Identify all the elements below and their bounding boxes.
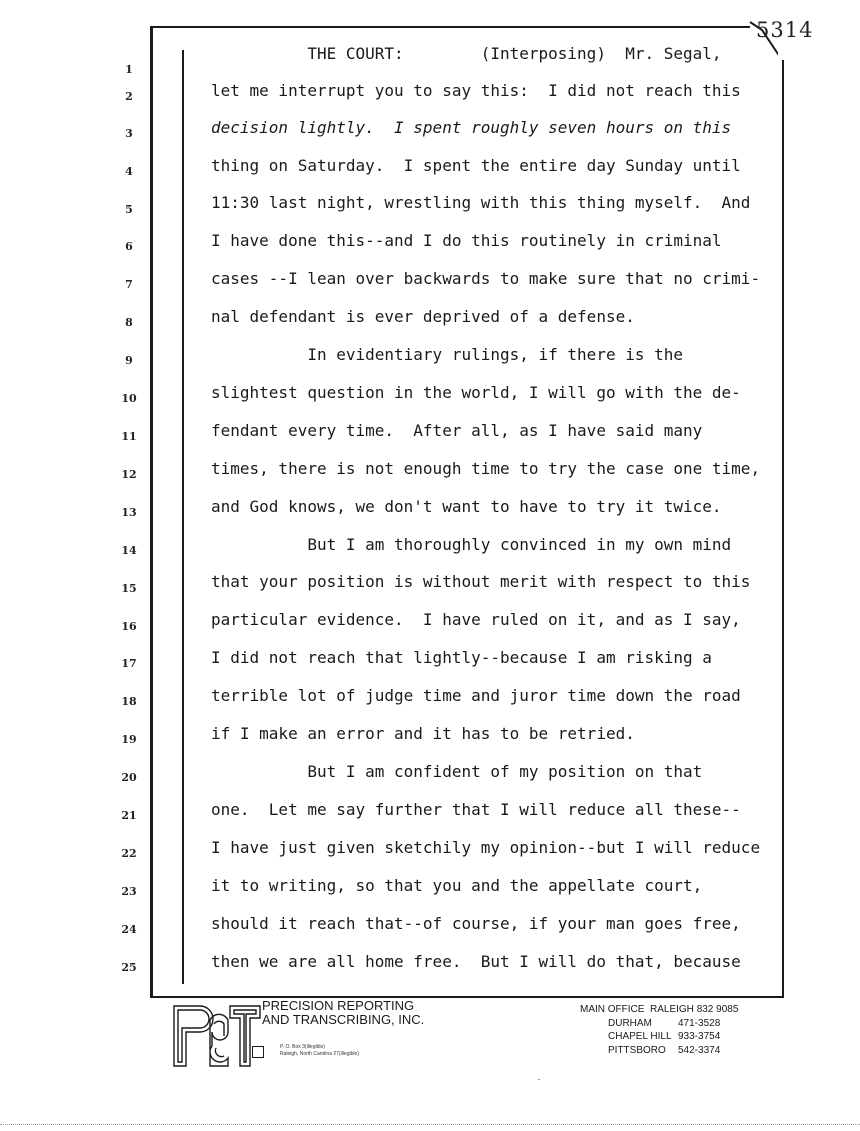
transcript-line: thing on Saturday. I spent the entire day Sunday until xyxy=(211,156,741,175)
transcript-line: But I am thoroughly convinced in my own mind xyxy=(211,535,732,554)
page-frame-bottom xyxy=(150,996,784,998)
transcript-line: I did not reach that lightly--because I am risking a xyxy=(211,648,712,667)
scan-artifact xyxy=(538,1079,540,1080)
office-row xyxy=(580,1030,738,1044)
line-number: 5 xyxy=(125,203,133,216)
transcript-line: In evidentiary rulings, if there is the xyxy=(211,345,684,364)
line-number: 23 xyxy=(121,885,137,898)
po-city: Raleigh, North Carolina 27(illegible) xyxy=(280,1051,359,1057)
left-margin-rule xyxy=(182,50,184,984)
line-number: 4 xyxy=(125,165,133,178)
page-number: 5314 xyxy=(756,18,814,42)
main-office-label: MAIN OFFICE RALEIGH xyxy=(580,1004,694,1015)
office-row xyxy=(580,1017,738,1031)
main-office-row xyxy=(580,1003,738,1017)
firm-name-line2: AND TRANSCRIBING, INC. xyxy=(262,1012,425,1027)
line-number: 2 xyxy=(125,90,133,103)
page-frame-top xyxy=(150,26,750,28)
transcript-line: if I make an error and it has to be retried. xyxy=(211,724,635,743)
line-number: 17 xyxy=(121,657,137,670)
line-number: 16 xyxy=(121,620,137,633)
transcript-line: But I am confident of my position on that xyxy=(211,762,703,781)
office-phone: 542-3374 xyxy=(678,1044,721,1056)
line-number: 3 xyxy=(125,127,133,140)
transcript-line: 11:30 last night, wrestling with this thing myself. And xyxy=(211,193,751,212)
transcript-line: and God knows, we don't want to have to try it twice. xyxy=(211,497,722,516)
office-city: DURHAM xyxy=(608,1017,652,1029)
transcript-line: decision lightly. I spent roughly seven hours on this xyxy=(211,118,732,137)
office-row xyxy=(580,1044,738,1058)
firm-address xyxy=(280,1044,359,1058)
page-frame-left xyxy=(150,26,153,998)
transcript-line: one. Let me say further that I will reduce all these-- xyxy=(211,800,741,819)
line-number: 24 xyxy=(121,923,137,936)
transcript-line: should it reach that--of course, if your man goes free, xyxy=(211,914,741,933)
office-phone: 471-3528 xyxy=(678,1017,721,1029)
firm-name xyxy=(262,999,424,1027)
line-number: 8 xyxy=(125,316,133,329)
transcript-line: I have done this--and I do this routinely in criminal xyxy=(211,231,722,250)
transcript-line: fendant every time. After all, as I have said many xyxy=(211,421,703,440)
page-bottom-edge xyxy=(0,1124,860,1126)
line-number: 1 xyxy=(125,63,133,76)
right-margin-rule xyxy=(782,60,784,996)
main-office-phone: 832 9085 xyxy=(696,1004,739,1015)
line-number: 11 xyxy=(121,430,137,443)
office-directory xyxy=(580,1003,738,1057)
line-number: 20 xyxy=(121,771,137,784)
line-number: 9 xyxy=(125,354,133,367)
transcript-line: cases --I lean over backwards to make sure that no crimi- xyxy=(211,269,761,288)
office-city: PITTSBORO xyxy=(608,1044,666,1056)
line-number: 18 xyxy=(121,695,137,708)
transcript-line: particular evidence. I have ruled on it, and as I say, xyxy=(211,610,741,629)
transcript-line: nal defendant is ever deprived of a defense. xyxy=(211,307,635,326)
line-number: 19 xyxy=(121,733,137,746)
line-number: 6 xyxy=(125,240,133,253)
office-phone: 933-3754 xyxy=(678,1031,721,1042)
line-number: 10 xyxy=(121,392,137,405)
transcript-line: that your position is without merit with respect to this xyxy=(211,572,751,591)
line-number: 12 xyxy=(121,468,137,481)
transcript-line: I have just given sketchily my opinion--but I will reduce xyxy=(211,838,761,857)
firm-logo xyxy=(170,1002,262,1070)
po-box: P. O. Box 3(illegible) xyxy=(280,1044,325,1050)
transcript-line: slightest question in the world, I will go with the de- xyxy=(211,383,741,402)
line-number: 13 xyxy=(121,506,137,519)
logo-square-mark xyxy=(252,1046,264,1058)
transcript-line: terrible lot of judge time and juror time down the road xyxy=(211,686,741,705)
transcript-line: THE COURT: (Interposing) Mr. Segal, xyxy=(211,44,722,63)
line-number: 7 xyxy=(125,278,133,291)
transcript-line: it to writing, so that you and the appellate court, xyxy=(211,876,703,895)
line-number: 21 xyxy=(121,809,137,822)
firm-logo-text: P&T xyxy=(216,1068,218,1069)
transcript-line: then we are all home free. But I will do that, because xyxy=(211,952,741,971)
line-number: 14 xyxy=(121,544,137,557)
line-number: 22 xyxy=(121,847,137,860)
line-number: 25 xyxy=(121,961,137,974)
transcript-line: times, there is not enough time to try the case one time, xyxy=(211,459,761,478)
firm-name-line1: PRECISION REPORTING xyxy=(262,998,415,1013)
transcript-line: let me interrupt you to say this: I did not reach this xyxy=(211,81,741,100)
office-city: CHAPEL HILL xyxy=(608,1031,672,1042)
line-number: 15 xyxy=(121,582,137,595)
